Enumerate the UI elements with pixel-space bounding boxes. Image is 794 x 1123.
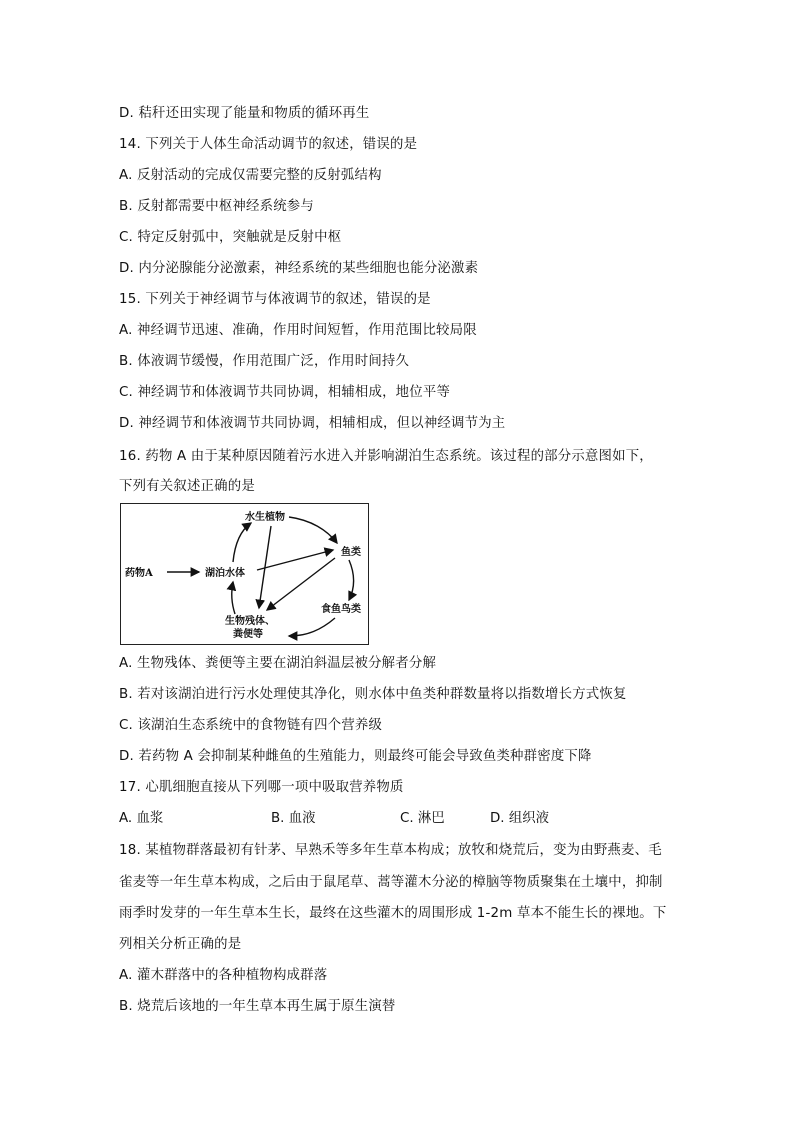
option-15b: B. 体液调节缓慢，作用范围广泛，作用时间持久 xyxy=(119,354,410,369)
question-17: 17. 心肌细胞直接从下列哪一项中吸取营养物质 xyxy=(119,780,404,795)
question-18-line1: 18. 某植物群落最初有针茅、早熟禾等多年生草本构成；放牧和烧荒后，变为由野燕麦、毛 xyxy=(119,843,662,858)
option-17a: A. 血浆 xyxy=(119,811,164,826)
node-remains-line2: 粪便等 xyxy=(233,629,263,640)
arrow-lake-to-plants xyxy=(233,523,251,562)
option-17b: B. 血液 xyxy=(271,811,316,826)
option-16d: D. 若药物 A 会抑制某种雌鱼的生殖能力，则最终可能会导致鱼类种群密度下降 xyxy=(119,749,592,764)
node-fish-eating-birds: 食鱼鸟类 xyxy=(321,604,361,615)
option-17c: C. 淋巴 xyxy=(400,811,445,826)
question-15: 15. 下列关于神经调节与体液调节的叙述，错误的是 xyxy=(119,292,431,307)
arrow-lake-to-fish xyxy=(257,550,333,570)
option-18b: B. 烧荒后该地的一年生草本再生属于原生演替 xyxy=(119,999,396,1014)
option-15d: D. 神经调节和体液调节共同协调，相辅相成，但以神经调节为主 xyxy=(119,416,506,431)
option-17d: D. 组织液 xyxy=(490,811,549,826)
option-14c: C. 特定反射弧中，突触就是反射中枢 xyxy=(119,230,342,245)
question-18-line2: 雀麦等一年生草本构成，之后由于鼠尾草、蒿等灌木分泌的樟脑等物质聚集在土壤中，抑制 xyxy=(119,875,663,890)
arrow-fish-to-birds xyxy=(349,560,354,600)
question-14: 14. 下列关于人体生命活动调节的叙述，错误的是 xyxy=(119,137,418,152)
option-16c: C. 该湖泊生态系统中的食物链有四个营养级 xyxy=(119,718,383,733)
ecosystem-diagram xyxy=(120,503,369,645)
option-16b: B. 若对该湖泊进行污水处理使其净化，则水体中鱼类种群数量将以指数增长方式恢复 xyxy=(119,687,627,702)
question-18-line3: 雨季时发芽的一年生草本生长，最终在这些灌木的周围形成 1-2m 草本不能生长的裸地。下 xyxy=(119,906,667,921)
arrow-fish-to-remains xyxy=(267,558,335,610)
option-line: D. 秸秆还田实现了能量和物质的循环再生 xyxy=(119,106,370,121)
node-drug-a: 药物A xyxy=(125,568,153,579)
option-14d: D. 内分泌腺能分泌激素，神经系统的某些细胞也能分泌激素 xyxy=(119,261,479,276)
node-aquatic-plants: 水生植物 xyxy=(245,512,285,523)
node-remains-line1: 生物残体、 xyxy=(225,616,275,627)
node-lake-water: 湖泊水体 xyxy=(205,568,245,579)
question-16-line1: 16. 药物 A 由于某种原因随着污水进入并影响湖泊生态系统。该过程的部分示意图如下， xyxy=(119,449,653,464)
node-fish: 鱼类 xyxy=(341,547,361,558)
option-15a: A. 神经调节迅速、准确，作用时间短暂，作用范围比较局限 xyxy=(119,323,477,338)
option-14a: A. 反射活动的完成仅需要完整的反射弧结构 xyxy=(119,168,382,183)
option-15c: C. 神经调节和体液调节共同协调，相辅相成，地位平等 xyxy=(119,385,451,400)
option-18a: A. 灌木群落中的各种植物构成群落 xyxy=(119,968,328,983)
arrow-remains-to-lake xyxy=(232,582,235,614)
option-16a: A. 生物残体、粪便等主要在湖泊斜温层被分解者分解 xyxy=(119,656,437,671)
ecosystem-diagram-svg xyxy=(121,504,370,646)
question-18-line4: 列相关分析正确的是 xyxy=(119,937,242,952)
question-16-line2: 下列有关叙述正确的是 xyxy=(119,479,255,494)
arrow-plants-to-fish xyxy=(289,517,337,543)
arrow-birds-to-remains xyxy=(289,618,335,636)
option-14b: B. 反射都需要中枢神经系统参与 xyxy=(119,199,314,214)
